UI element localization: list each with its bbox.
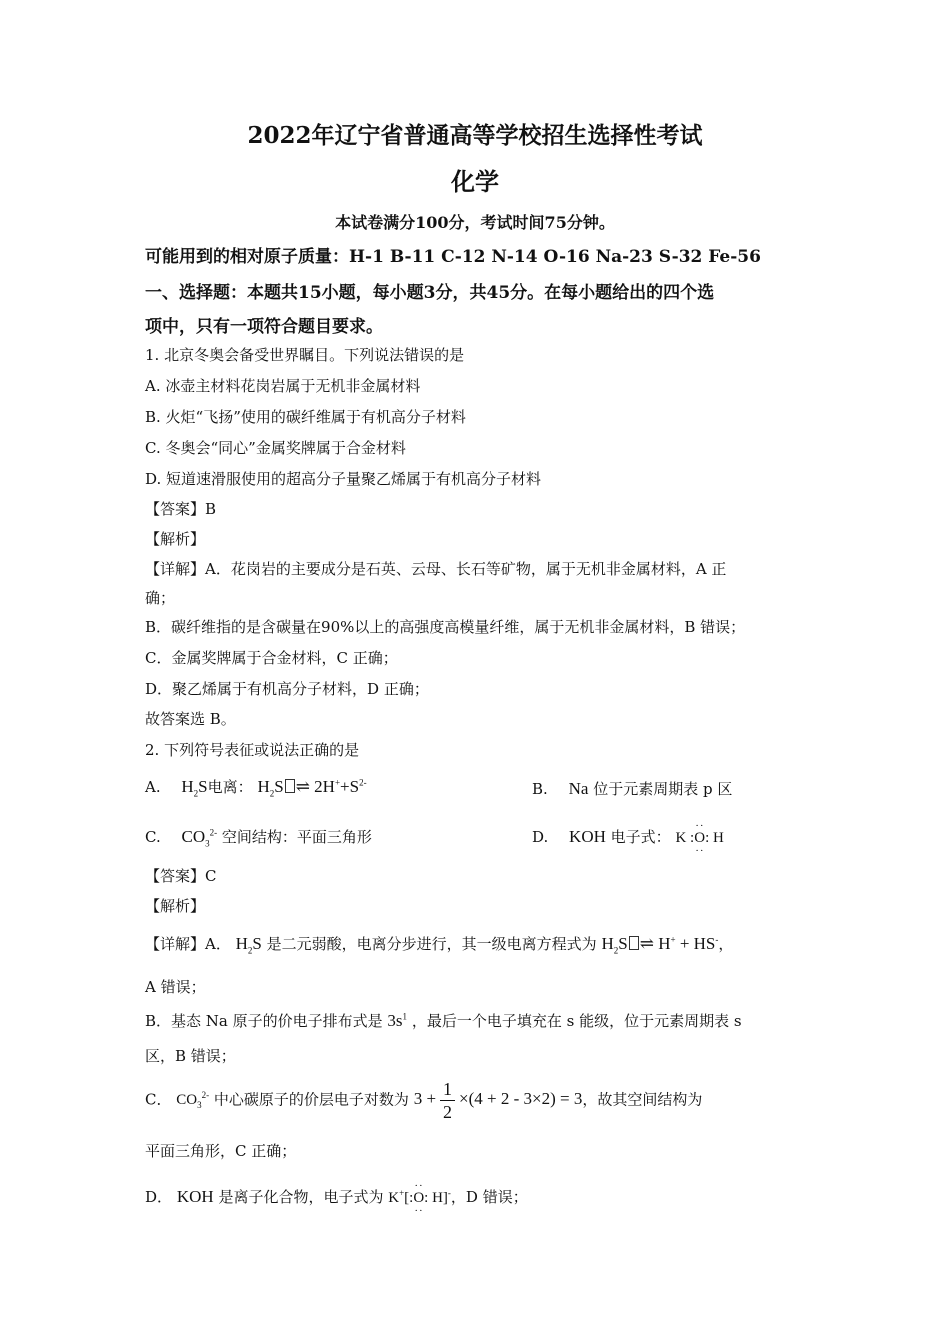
q2-option-a: A. $H_2S$电离： $H_2S$ ⇌ $2H^++S^{2-}$: [145, 777, 367, 799]
q2-detail-b-cont: 区，B 错误；: [145, 1047, 236, 1065]
koh-electron-formula-wrong: K :·· O ··: H: [675, 830, 723, 846]
q1-conclusion: 故答案选 B。: [145, 710, 236, 728]
q1-answer: 【答案】B: [145, 500, 217, 518]
h2s-ionization-equation: $H_2S$ ⇌ $2H^++S^{2-}$: [257, 777, 367, 799]
atomic-mass-note: 可能用到的相对原子质量：H-1 B-11 C-12 N-14 O-16 Na-23 S-32 Fe-56: [145, 247, 761, 267]
q2-answer: 【答案】C: [145, 867, 217, 885]
q2-detail-a-cont: A 错误；: [145, 978, 206, 996]
q1-option-d: D. 短道速滑服使用的超高分子量聚乙烯属于有机高分子材料: [145, 470, 542, 488]
q2-detail-c-cont: 平面三角形，C 正确；: [145, 1142, 297, 1160]
exam-title: 2022年辽宁省普通高等学校招生选择性考试: [247, 122, 703, 149]
exam-note: 本试卷满分100分，考试时间75分钟。: [335, 213, 615, 232]
q1-detail-c: C．金属奖牌属于合金材料，C 正确；: [145, 649, 398, 667]
carbonate-formula: $CO_3^{2-}$: [181, 827, 218, 849]
q2-option-d: D. KOH 电子式： K :·· O ··: H: [532, 826, 724, 847]
q1-option-b: B. 火炬“飞扬”使用的碳纤维属于有机高分子材料: [145, 408, 466, 426]
q2-analysis-label: 【解析】: [145, 897, 206, 915]
q2-detail-b: B．基态 Na 原子的价电子排布式是 $3s^1$ ，最后一个电子填充在 s 能级，位于元素周期表 s: [145, 1011, 742, 1030]
q1-detail-a: 【详解】A．花岗岩的主要成分是石英、云母、长石等矿物，属于无机非金属材料，A 正: [145, 560, 727, 578]
q1-detail-d: D．聚乙烯属于有机高分子材料，D 正确；: [145, 680, 429, 698]
q2-detail-c: C． $CO_3^{2-}$ 中心碳原子的价层电子对数为 3 + $\frac{1}{2}$ ×(4 + 2 - 3×2) = 3，故其空间结构为: [145, 1079, 703, 1122]
q1-stem: 1. 北京冬奥会备受世界瞩目。下列说法错误的是: [145, 346, 465, 364]
q2-option-b: B. Na 位于元素周期表 p 区: [532, 779, 733, 798]
section-heading-line2: 项中，只有一项符合题目要求。: [145, 317, 383, 337]
h2s-first-ionization: $H_2S$ ⇌ H+ + HS-: [601, 934, 719, 956]
subject-title: 化学: [451, 167, 499, 196]
q2-detail-a: 【详解】A． $H_2S$ 是二元弱酸，电离分步进行，其一级电离方程式为 $H_2S$ ⇌ H+ + HS-，: [145, 934, 734, 956]
valence-pair-formula: 3 + $\frac{1}{2}$ ×(4 + 2 - 3×2) = 3: [413, 1079, 583, 1122]
q1-option-c: C. 冬奥会“同心”金属奖牌属于合金材料: [145, 439, 406, 457]
q2-detail-d: D． KOH 是离子化合物，电子式为 K+[:·· O ··: H]-，D 错误；: [145, 1186, 528, 1207]
q2-stem: 2. 下列符号表征或说法正确的是: [145, 741, 360, 759]
q1-option-a: A. 冰壶主材料花岗岩属于无机非金属材料: [145, 377, 421, 395]
koh-electron-formula-correct: K+[:·· O ··: H]-: [388, 1190, 451, 1206]
q2-option-c: C. $CO_3^{2-}$ 空间结构：平面三角形: [145, 827, 372, 849]
q1-detail-a-cont: 确；: [145, 589, 176, 607]
q1-detail-b: B．碳纤维指的是含碳量在90%以上的高强度高模量纤维，属于无机非金属材料，B 错误；: [145, 618, 746, 636]
section-heading-line1: 一、选择题：本题共15小题，每小题3分，共45分。在每小题给出的四个选: [145, 283, 715, 303]
q1-analysis-label: 【解析】: [145, 530, 206, 548]
